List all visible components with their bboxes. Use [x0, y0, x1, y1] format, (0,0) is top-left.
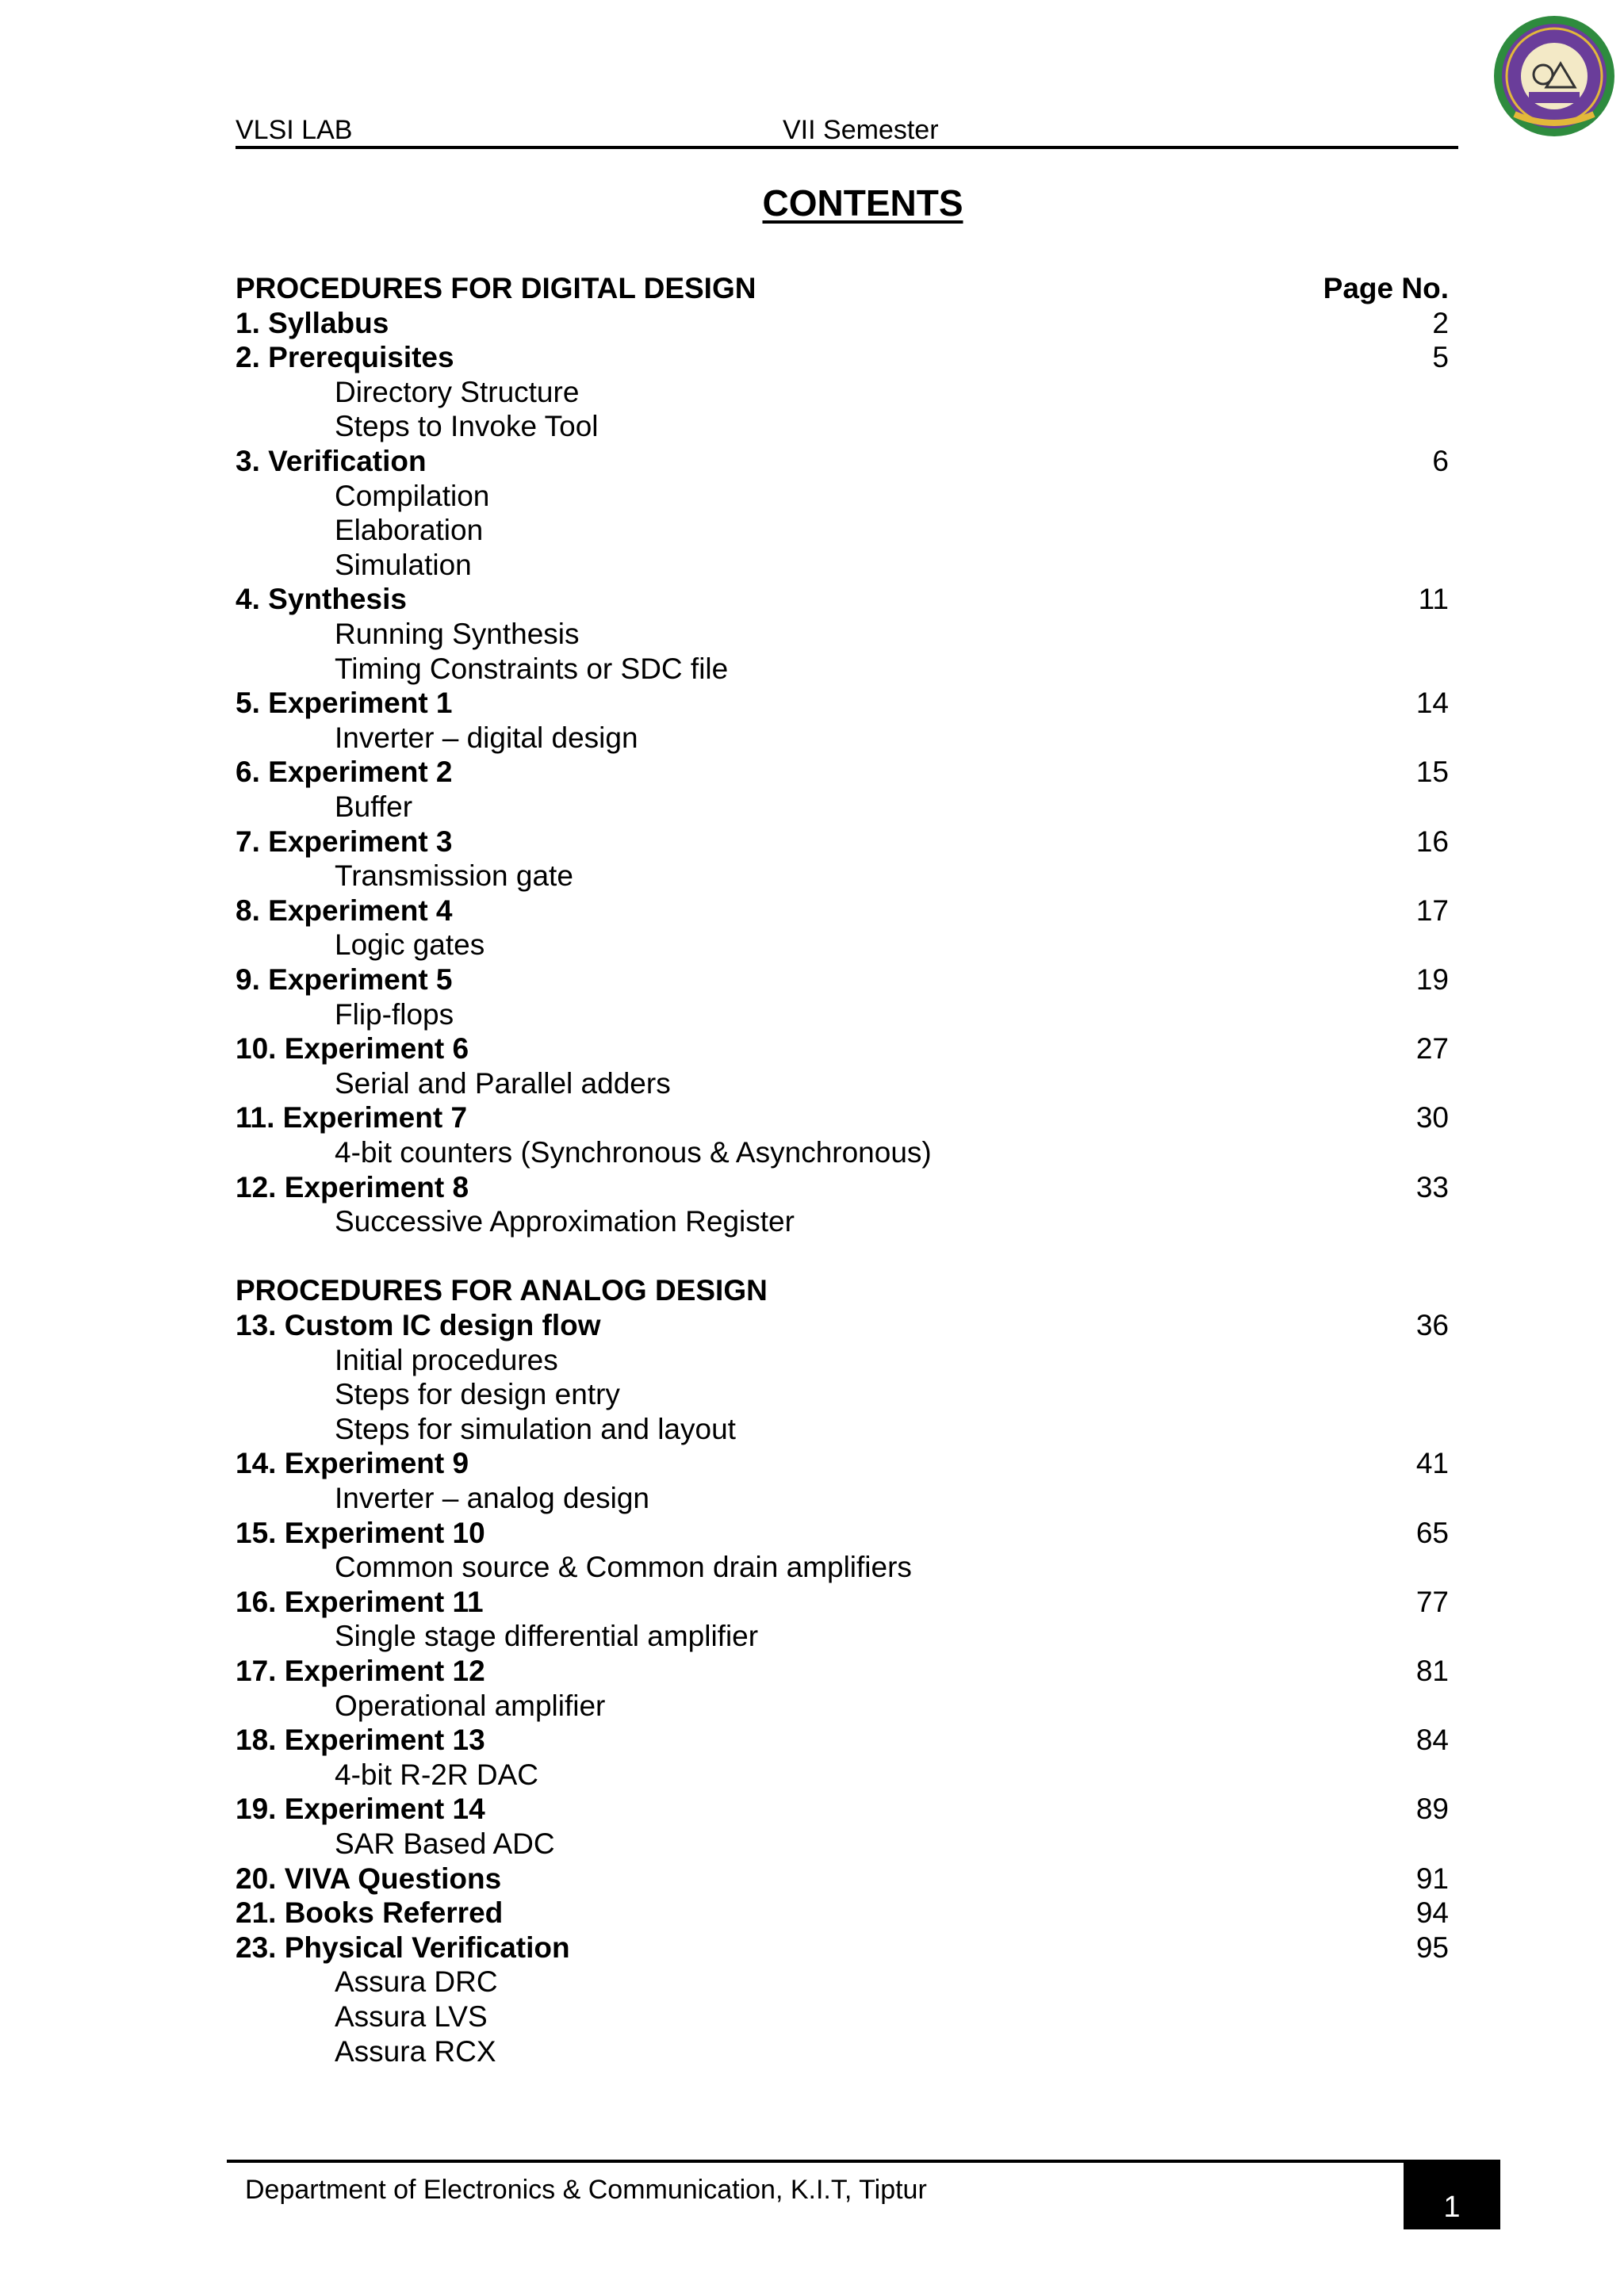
toc-subentry	[236, 1619, 1449, 1654]
toc-entry[interactable]	[236, 1170, 1449, 1205]
toc-entry[interactable]	[236, 1862, 1449, 1896]
toc-entry-title: 2. Prerequisites	[236, 341, 454, 374]
toc-subentry-title: Elaboration	[335, 514, 484, 547]
toc-entry[interactable]	[236, 1100, 1449, 1135]
toc-subentry	[236, 1377, 1449, 1412]
toc-entry-page: 30	[1415, 1101, 1449, 1135]
section-heading-text: PROCEDURES FOR DIGITAL DESIGN	[236, 272, 756, 304]
toc-subentry-title: Common source & Common drain amplifiers	[335, 1551, 912, 1584]
toc-subentry	[236, 1481, 1449, 1516]
toc-entry-title: 17. Experiment 12	[236, 1655, 485, 1687]
toc-subentry-title: Buffer	[335, 790, 413, 823]
toc-subentry	[236, 2034, 1449, 2069]
toc-subentry-title: Inverter – digital design	[335, 721, 638, 754]
toc-subentry	[236, 1550, 1449, 1585]
toc-subentry-title: Simulation	[335, 548, 472, 581]
toc-subentry-title: Inverter – analog design	[335, 1482, 649, 1514]
toc-subentry	[236, 1827, 1449, 1862]
toc-subentry	[236, 928, 1449, 962]
toc-subentry-title: Logic gates	[335, 928, 485, 962]
page-number: 1	[1443, 2191, 1461, 2224]
toc-subentry	[236, 1135, 1449, 1170]
toc-subentry-title: Initial procedures	[335, 1343, 558, 1376]
toc-entry[interactable]	[236, 1585, 1449, 1620]
toc-entry-title: 12. Experiment 8	[236, 1170, 469, 1203]
toc-entry-title: 13. Custom IC design flow	[236, 1309, 601, 1341]
header-semester: VII Semester	[783, 115, 939, 145]
toc-subentry-title: Serial and Parallel adders	[335, 1066, 671, 1100]
toc-entry[interactable]	[236, 306, 1449, 341]
page-number-box	[1404, 2160, 1500, 2229]
toc-subentry	[236, 1343, 1449, 1378]
toc-entry-title: 5. Experiment 1	[236, 687, 453, 720]
toc-subentry-title: Assura RCX	[335, 2034, 496, 2068]
toc-subentry-title: 4-bit R-2R DAC	[335, 1758, 538, 1791]
toc-subentry-title: Flip-flops	[335, 997, 454, 1031]
toc-subentry-title: Steps for simulation and layout	[335, 1412, 736, 1445]
toc-entry-title: 3. Verification	[236, 445, 427, 477]
seal-banner	[1529, 92, 1580, 103]
toc-subentry-title: SAR Based ADC	[335, 1827, 555, 1860]
toc-entry[interactable]	[236, 1723, 1449, 1758]
page-number-column-label: Page No.	[1323, 272, 1449, 304]
toc-subentry	[236, 721, 1449, 756]
toc-entry-page: 89	[1415, 1793, 1449, 1826]
page-header	[236, 114, 1458, 149]
toc-entry-page: 15	[1415, 756, 1449, 789]
toc-subentry	[236, 859, 1449, 894]
toc-subentry-title: Successive Approximation Register	[335, 1205, 795, 1238]
toc-entry-page: 94	[1415, 1896, 1449, 1930]
institute-seal-logo	[1491, 13, 1618, 140]
toc-entry-title: 20. VIVA Questions	[236, 1862, 502, 1895]
toc-subentry-title: Directory Structure	[335, 375, 580, 408]
toc-subentry-title: 4-bit counters (Synchronous & Asynchronous)	[335, 1136, 932, 1169]
toc-entry[interactable]	[236, 1516, 1449, 1551]
section-heading	[236, 271, 1449, 306]
toc-subentry	[236, 1689, 1449, 1724]
toc-entry-page: 5	[1432, 341, 1449, 374]
toc-subentry-title: Timing Constraints or SDC file	[335, 652, 729, 685]
toc-subentry	[236, 1758, 1449, 1793]
toc-entry-page: 95	[1415, 1931, 1449, 1964]
toc-subentry-title: Running Synthesis	[335, 618, 580, 650]
toc-subentry-title: Assura DRC	[335, 1965, 498, 1999]
section-heading	[236, 1273, 1449, 1308]
toc-entry-title: 1. Syllabus	[236, 306, 389, 339]
toc-entry[interactable]	[236, 1031, 1449, 1066]
toc-subentry-title: Steps to Invoke Tool	[335, 410, 599, 443]
toc-entry-page: 81	[1415, 1655, 1449, 1687]
toc-subentry	[236, 652, 1449, 687]
toc-entry[interactable]	[236, 340, 1449, 375]
toc-entry[interactable]	[236, 755, 1449, 790]
toc-entry-title: 9. Experiment 5	[236, 963, 453, 996]
footer-rule	[227, 2160, 1404, 2163]
toc-entry[interactable]	[236, 1896, 1449, 1931]
toc-entry[interactable]	[236, 1792, 1449, 1827]
page-title: CONTENTS	[762, 182, 963, 224]
toc-subentry	[236, 1965, 1449, 1999]
toc-entry-title: 16. Experiment 11	[236, 1585, 484, 1618]
toc-entry-page: 91	[1415, 1862, 1449, 1895]
toc-entry-page: 27	[1415, 1032, 1449, 1066]
toc-subentry	[236, 375, 1449, 410]
toc-entry-page: 16	[1415, 825, 1449, 858]
toc-entry-title: 4. Synthesis	[236, 583, 407, 616]
toc-subentry	[236, 513, 1449, 548]
toc-entry[interactable]	[236, 825, 1449, 859]
toc-entry[interactable]	[236, 444, 1449, 479]
toc-entry-title: 23. Physical Verification	[236, 1931, 570, 1964]
toc-entry-page: 41	[1415, 1447, 1449, 1480]
toc-entry-title: 21. Books Referred	[236, 1896, 504, 1930]
toc-entry-title: 11. Experiment 7	[236, 1101, 468, 1135]
toc-subentry	[236, 409, 1449, 444]
toc-subentry-title: Single stage differential amplifier	[335, 1620, 759, 1653]
toc-entry-title: 14. Experiment 9	[236, 1447, 469, 1480]
toc-subentry	[236, 617, 1449, 652]
toc-subentry-title: Compilation	[335, 479, 490, 512]
toc-entry-page: 65	[1415, 1516, 1449, 1549]
toc-subentry	[236, 1999, 1449, 2034]
toc-entry-page: 6	[1432, 445, 1449, 477]
toc-entry-page: 36	[1415, 1309, 1449, 1341]
section-heading-text: PROCEDURES FOR ANALOG DESIGN	[236, 1274, 768, 1307]
toc-entry-page: 14	[1415, 687, 1449, 720]
toc-subentry	[236, 479, 1449, 514]
toc-entry-title: 19. Experiment 14	[236, 1793, 485, 1826]
toc-entry[interactable]	[236, 582, 1449, 617]
toc-entry-page: 19	[1415, 963, 1449, 996]
toc-subentry	[236, 548, 1449, 583]
footer-department: Department of Electronics & Communication, K.I.T, Tiptur	[245, 2175, 927, 2205]
toc-subentry-title: Operational amplifier	[335, 1689, 606, 1722]
toc-subentry	[236, 1204, 1449, 1239]
toc-entry-title: 7. Experiment 3	[236, 825, 453, 858]
toc-entry-page: 17	[1415, 894, 1449, 927]
toc-entry-title: 18. Experiment 13	[236, 1724, 485, 1757]
toc-subentry	[236, 1066, 1449, 1101]
toc-entry-title: 10. Experiment 6	[236, 1032, 469, 1066]
toc-subentry	[236, 997, 1449, 1032]
toc-subentry	[236, 1412, 1449, 1447]
toc-entry[interactable]	[236, 1931, 1449, 1965]
toc-entry-title: 8. Experiment 4	[236, 894, 453, 927]
toc-entry[interactable]	[236, 686, 1449, 721]
toc-entry[interactable]	[236, 962, 1449, 997]
toc-subentry-title: Assura LVS	[335, 2000, 488, 2033]
toc-entry-page: 33	[1415, 1170, 1449, 1203]
toc-entry-page: 11	[1418, 583, 1449, 616]
toc-subentry	[236, 790, 1449, 825]
toc-entry-title: 6. Experiment 2	[236, 756, 453, 789]
toc-subentry-title: Transmission gate	[335, 859, 573, 893]
header-course-title: VLSI LAB	[236, 115, 353, 145]
toc-entry-page: 84	[1415, 1724, 1449, 1757]
toc-entry[interactable]	[236, 1308, 1449, 1343]
toc-entry-title: 15. Experiment 10	[236, 1516, 485, 1549]
toc-entry[interactable]	[236, 894, 1449, 928]
page-footer	[227, 2160, 1500, 2231]
toc-entry-page: 2	[1432, 306, 1449, 339]
toc-entry[interactable]	[236, 1654, 1449, 1689]
toc-entry[interactable]	[236, 1446, 1449, 1481]
toc-subentry-title: Steps for design entry	[335, 1378, 620, 1411]
toc-entry-page: 77	[1415, 1585, 1449, 1618]
